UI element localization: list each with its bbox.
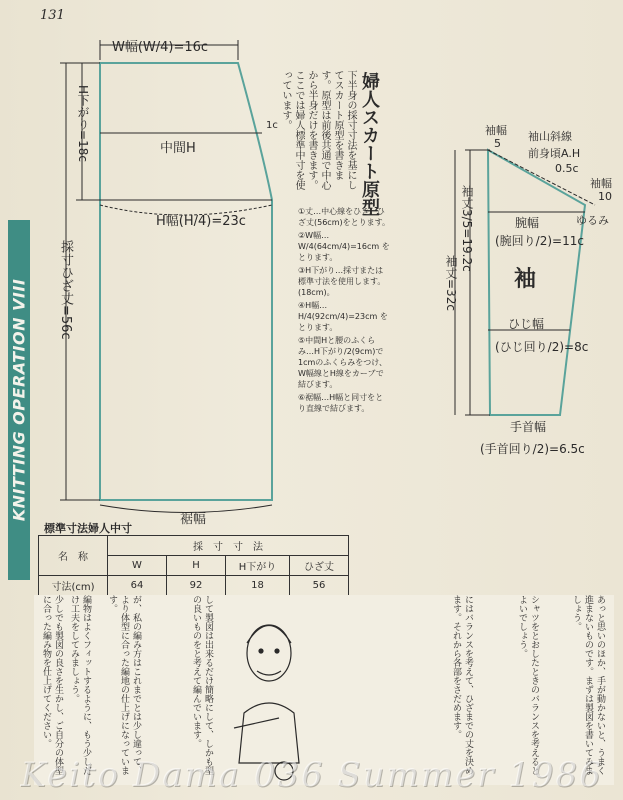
article-column: 少しでも製図の良さを生かし、ご自分の体型に合った編み物を仕上げてください。	[41, 595, 63, 775]
table-cell: 92	[167, 576, 226, 596]
yurumi-label: ゆるみ	[576, 214, 609, 227]
table-cell: 64	[108, 576, 167, 596]
table-row	[39, 576, 349, 596]
length-label: 採寸ひざ丈=56c	[58, 240, 73, 340]
wrist-formula: (手首回り/2)=6.5c	[480, 442, 585, 456]
step-item: ④H幅…H/4(92cm/4)=23cm をとります。	[298, 301, 388, 332]
article-column: 編物はよくフィットするように、もう少しだけ工夫をしてみましょう。	[69, 595, 91, 775]
watermark: Keito Dama 036 Summer 1986	[20, 755, 603, 795]
sleeve-name: 袖	[514, 267, 537, 292]
sleeve-length-label: 袖丈=32c	[444, 255, 458, 311]
sleeve-outline	[488, 150, 585, 415]
sleeve-right-label: 袖幅	[590, 177, 612, 190]
table-header: 名 称	[39, 536, 108, 576]
front-ah-label: 前身頃A.H	[528, 147, 581, 160]
skirt-intro: 下半身の採寸寸法を基にしてスカート原型を書きます。原型は前後共通で中心から半身だけを書きます。ここでは婦人標準中寸を使っています。	[280, 70, 356, 190]
step-item: ③H下がり…採寸または標準寸法を使用します。(18cm)。	[298, 266, 386, 297]
table-cell: 18	[226, 576, 290, 596]
table-header: H下がり	[226, 556, 290, 576]
wrist-width-label: 手首幅	[510, 420, 547, 434]
h-width-label: H幅(H/4)=23c	[156, 214, 246, 229]
standard-size-table	[38, 535, 349, 596]
hem-label: 裾幅	[180, 512, 207, 527]
table-header: H	[167, 556, 226, 576]
sleeve-right-value: 10	[598, 190, 612, 203]
side-title: KNITTING OPERATION VIII	[9, 278, 29, 522]
skirt-title: 婦人スカート原型	[359, 72, 380, 216]
sleeve-top-label: 袖幅	[485, 124, 507, 137]
elbow-formula: (ひじ回り/2)=8c	[495, 340, 589, 354]
step-item: ⑤中間Hと腰のふくらみ…H下がり/2(9cm)で1cmのふくらみをつけ、W幅線とH線をカーブで結びます。	[298, 336, 387, 389]
table-header: ひざ丈	[290, 556, 349, 576]
mid-h-label: 中間H	[160, 141, 196, 156]
article-column: シャツをとおしたときのバランスを考えるとよいでしょう。	[517, 595, 539, 775]
table-cell: 56	[290, 576, 349, 596]
step-item: ②W幅…W/4(64cm/4)=16cm をとります。	[298, 231, 390, 262]
sleeve-top-value: 5	[494, 137, 501, 150]
article-column: にはバランスを考えて、ひざまでの丈を決めます。それから各部をさだめます。	[451, 595, 473, 775]
table-group-header: 採 寸 寸 法	[108, 536, 349, 556]
step-item: ⑥裾幅…H幅と同寸をとり直線で結びます。	[298, 393, 384, 413]
row-label: 寸法(cm)	[39, 576, 108, 596]
elbow-width-label: ひじ幅	[508, 317, 545, 331]
arm-formula: (腕回り/2)=11c	[495, 234, 584, 248]
article-column: して製図は出来るだけ簡略にして、しかも型の良いものをと考えて編んでいます。	[191, 595, 213, 775]
arm-width-label: 腕幅	[515, 216, 540, 230]
w-width-label: W幅(W/4)=16c	[112, 40, 209, 55]
h-drop-label: H下がり=18c	[76, 85, 90, 162]
article-column: あっと思いのほか、手が動かないと、うまく進まないものです。まずは製図を書いてみましょう。	[571, 595, 605, 775]
page-number: 131	[40, 8, 65, 23]
sleeve-slant-label: 袖山斜線	[528, 130, 572, 143]
one-cm-label: 1c	[266, 120, 278, 131]
table-header: W	[108, 556, 167, 576]
ease-label: 0.5c	[555, 162, 579, 175]
article-column: が、私の編み方はこれまでとは少し違って、より体型に合った編地の仕上げになっています。	[107, 595, 141, 775]
step-item: ①丈…中心線をひき、ひざ丈(56cm)をとります。	[298, 207, 390, 227]
sleeve-cap-label: 袖丈3/5=19.2c	[460, 185, 474, 272]
table-caption: 標準寸法婦人中寸	[44, 522, 132, 535]
